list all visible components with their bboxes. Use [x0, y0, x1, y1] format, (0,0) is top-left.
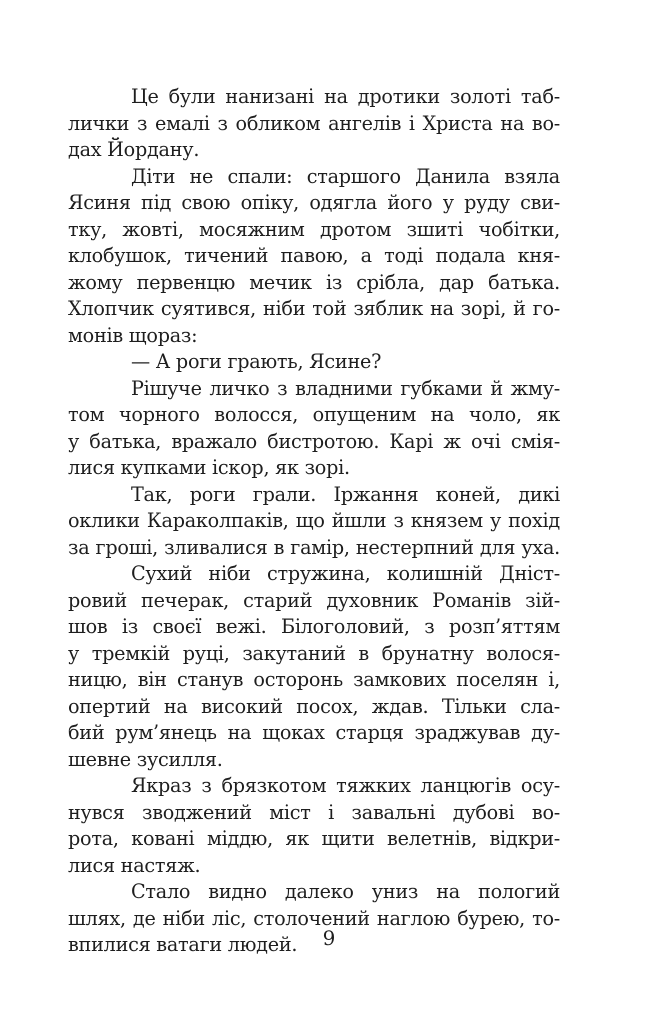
- text-line: лички з емалі з обликом ангелів і Христа на во-: [68, 111, 560, 135]
- text-line: шевне зусилля.: [68, 747, 223, 771]
- text-line: оклики Караколпаків, що йшли з князем у похід: [68, 509, 560, 532]
- text-line: шлях, де ніби ліс, столочений наглою бурею, то-: [68, 906, 560, 930]
- text-line: за гроші, зливалися в гамір, нестерпний для уха.: [68, 535, 560, 559]
- paragraph-7: [68, 773, 560, 879]
- text-line: Рішуче личко з владними губками й жму-: [131, 376, 560, 400]
- text-line: монів щораз:: [68, 323, 198, 347]
- text-line: рота, ковані міддю, як щити велетнів, відкри-: [68, 827, 560, 850]
- text-line: дах Йордану.: [68, 138, 200, 161]
- text-line: том чорного волосся, опущеним на чоло, як: [68, 403, 560, 426]
- text-line: Це були нанизані на дротики золоті таб-: [131, 85, 560, 108]
- text-line: Діти не спали: старшого Данила взяла: [131, 164, 560, 188]
- text-line: лися настяж.: [68, 853, 201, 877]
- text-line: опертий на високий посох, ждав. Тільки сла-: [68, 694, 560, 718]
- text-line: шов із своєї вежі. Білоголовий, з розп’яттям: [68, 615, 560, 638]
- text-line: Стало видно далеко униз на пологий: [131, 880, 560, 903]
- text-line: бий рум’янець на щоках старця зраджував ду-: [68, 721, 560, 744]
- text-line: Якраз з брязкотом тяжких ланцюгів осу-: [131, 774, 560, 797]
- paragraph-4: [68, 376, 560, 482]
- text-line: ровий печерак, старий духовник Романів зій-: [68, 588, 560, 612]
- paragraph-5: [68, 482, 560, 562]
- paragraph-2: [68, 164, 560, 350]
- text-line: у батька, вражало бистротою. Карі ж очі смія-: [68, 429, 560, 453]
- text-line: нувся зводжений міст і завальні дубові во-: [68, 800, 560, 824]
- text-line: ницю, він станув осторонь замкових поселян і,: [68, 668, 560, 691]
- paragraph-6: [68, 561, 560, 773]
- text-line: Сухий ніби стружина, колишній Дніст-: [131, 562, 560, 585]
- paragraph-3-dialogue: [68, 349, 560, 376]
- text-line: клобушок, тичений павою, а тоді подала кня-: [68, 244, 560, 267]
- text-line: — А роги грають, Ясине?: [131, 350, 382, 373]
- text-line: Хлопчик суятився, ніби той зяблик на зорі, й го-: [68, 297, 560, 320]
- text-line: впилися ватаги людей.: [68, 933, 298, 956]
- text-line: лися купками іскор, як зорі.: [68, 456, 350, 479]
- text-line: жому первенцю мечик із срібла, дар батька.: [68, 270, 560, 294]
- text-line: у тремкій руці, закутаний в брунатну волося-: [68, 641, 560, 665]
- paragraph-1: [68, 84, 560, 164]
- text-line: тку, жовті, мосяжним дротом зшиті чобітки,: [68, 217, 560, 241]
- text-line: Ясиня під свою опіку, одягла його у руду сви-: [68, 191, 560, 214]
- book-page-text: [68, 84, 560, 959]
- page-number: 9: [322, 926, 336, 950]
- text-line: Так, роги грали. Іржання коней, дикі: [131, 482, 560, 506]
